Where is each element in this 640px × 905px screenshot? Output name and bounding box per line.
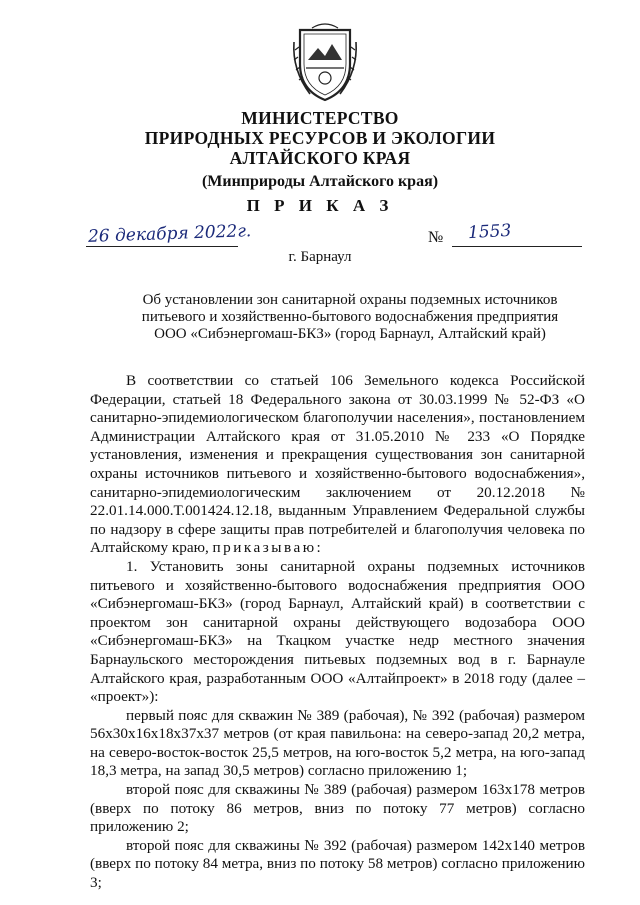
ministry-name-line-3: АЛТАЙСКОГО КРАЯ: [229, 148, 411, 168]
coat-of-arms-emblem: [290, 20, 360, 106]
paragraph-second-belt-389: второй пояс для скважины № 389 (рабочая) размером 163x178 метров (вверх по потоку 86 метров, вниз по потоку 77 метров) согласно приложению 2;: [90, 781, 585, 836]
ministry-short-name: (Минприроды Алтайского края): [201, 173, 439, 190]
handwritten-date: 26 декабря 2022г.: [87, 221, 252, 247]
paragraph-preamble: [90, 372, 585, 558]
order-body: [90, 372, 585, 893]
paragraph-item-1: 1. Установить зоны санитарной охраны подземных источников питьевого и хозяйственно-бытового водоснабжения предприятия ООО «Сибэнергомаш-БКЗ» (город Барнаул, Алтайский край) в соответствии с проектом зон санитарной охраны действующего водозабора ООО «Сибэнергомаш-БКЗ» на Ткацком участке недр местного значения Барнаульского месторождения питьевых подземных вод в г. Барнауле Алтайского края, разработанным ООО «Алтайпроект» в 2018 году (далее – «проект»):: [90, 557, 585, 706]
order-subject: Об установлении зон санитарной охраны подземных источников питьевого и хозяйственно-бытового водоснабжения предприятия ООО «Сибэнергомаш-БКЗ» (город Барнаул, Алтайский край): [141, 292, 559, 342]
ministry-header: [0, 108, 640, 194]
number-underline: [452, 246, 582, 247]
document-type-title: П Р И К А З: [246, 196, 394, 215]
city: г. Барнаул: [288, 249, 352, 265]
order-directive-word: приказываю:: [212, 539, 324, 557]
ministry-name-line-1: МИНИСТЕРСТВО: [241, 108, 399, 128]
date-underline: [86, 246, 238, 247]
number-sign: №: [428, 229, 444, 246]
preamble-text: В соответствии со статьей 106 Земельного кодекса Российской Федерации, статьей 18 Федерального закона от 30.03.1999 № 52-ФЗ «О санитарно-эпидемиологическом благополучии населения», постановлением Администрации Алтайского края от 31.05.2010 № 233 «О Порядке установления, изменения и прекращения существования зон санитарной охраны источников питьевого и хозяйственно-бытового водоснабжения», санитарно-эпидемиологическим заключением от 20.12.2018 № 22.01.14.000.Т.001424.12.18, выданным Управлением Федеральной службы по надзору в сфере защиты прав потребителей и благополучия человека по Алтайскому краю,: [90, 372, 585, 557]
handwritten-order-number: 1553: [467, 220, 512, 244]
ministry-name-line-2: ПРИРОДНЫХ РЕСУРСОВ И ЭКОЛОГИИ: [144, 128, 496, 148]
paragraph-first-belt: первый пояс для скважин № 389 (рабочая), № 392 (рабочая) размером 56x30x16x18x37x37 метров (от края павильона: на северо-запад 20,2 метра, на северо-восток-восток 25,5 метров, на юго-восток 5,2 метра, на юго-запад 18,3 метра, на запад 30,5 метров) согласно приложению 1;: [90, 706, 585, 780]
paragraph-second-belt-392: второй пояс для скважины № 392 (рабочая) размером 142x140 метров (вверх по потоку 84 метра, вниз по потоку 58 метров) согласно приложению 3;: [90, 836, 585, 892]
